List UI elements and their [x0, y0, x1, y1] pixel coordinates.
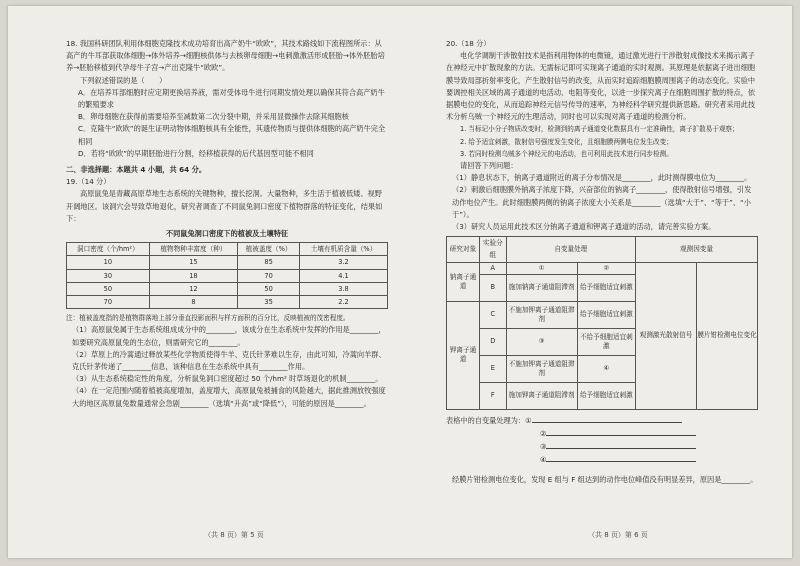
table-cell: ①	[506, 262, 577, 274]
q18-option-a: A．在培养耳部细胞时应定期更换培养液，需对受体母牛进行同期发情处理以确保其符合高产奶牛的繁殖要求	[78, 87, 385, 110]
answer-label: ③	[540, 442, 547, 452]
q18-option-c: C．克隆牛“欧欧”的诞生证明动物体细胞核具有全能性，其遗传物质与提供体细胞的高产奶牛完全相同	[78, 124, 386, 146]
q20-list-item: 1. 当标记小分子物质改变时，检测到的离子通道变化数据具有一定准确性，离子扩散易于观察；	[460, 125, 739, 134]
answer-blank[interactable]	[546, 440, 696, 449]
table-cell: 8	[149, 296, 237, 309]
q20-number: 20.（18 分）	[446, 39, 491, 48]
q19-number: 19.（14 分）	[66, 177, 111, 187]
table-cell: 50	[67, 282, 150, 295]
exam-sheet	[8, 6, 792, 558]
q19-intro: 高原鼠兔是青藏高原草地生态系统的关键物种，擅长挖洞。大量物种，多生活于植被低矮、视野开阔地区。该洞穴会导致草地退化，研究者调查了不同鼠兔洞口密度下植物群落的特征变化，结果如下：	[66, 189, 383, 223]
answer-line-1	[446, 414, 758, 427]
table-cell: 给予细胞适宜刺激	[577, 382, 635, 409]
answer-blank[interactable]	[546, 453, 696, 462]
table-cell: 70	[67, 296, 150, 309]
table-cell: 15	[149, 256, 237, 269]
table-cell: A	[479, 262, 506, 274]
table-row	[67, 296, 388, 309]
table-header: 土壤有机质含量（%）	[300, 243, 388, 256]
q20-ask: 请回答下列问题：	[460, 161, 518, 171]
table-header: 实验分组	[479, 237, 506, 262]
experiment-table	[446, 236, 758, 409]
table-cell: D	[479, 328, 506, 355]
table-header: 洞口密度（个/hm²）	[67, 243, 150, 256]
answer-line-2	[446, 427, 758, 440]
q19-table-title: 不同鼠兔洞口密度下的植被及土壤特征	[165, 229, 289, 239]
table-cell: 35	[238, 296, 300, 309]
table-cell: F	[479, 382, 506, 409]
table-cell: ④	[577, 355, 635, 382]
q19-subquestion-2: （2）草原上的冷蒿通过释放某些化学物质使得牛羊、克氏针茅难以生存，由此可知，冷蒿向羊群、克氏针茅传递了________信息，该种信息在生态系统中具有________作用。	[72, 349, 386, 372]
q19-subquestion-1: （1）高原鼠兔属于生态系统组成成分中的________，该成分在生态系统中发挥的作用是________，如要研究高原鼠兔的生态位，则需研究它的________。	[72, 325, 386, 347]
table-header-row	[67, 243, 388, 256]
table-cell: 不施加钾离子通道阻滞剂	[506, 355, 577, 382]
answer-label: ④	[540, 455, 547, 465]
q19-subquestion-4: （4）在一定范围内随着植被高度增加，盖度增大，高原鼠兔被捕食的风险越大，据此推测放牧强度大的地区高原鼠兔数量通常会急剧________（选填“升高”或“降低”），可能的原因是________。	[72, 386, 386, 408]
table-cell: 85	[238, 256, 300, 269]
table-cell: 膜片钳检测电位变化	[697, 262, 758, 409]
answer-label: 表格中的自变量处理为：①	[446, 415, 532, 425]
table-cell: 施加钠离子通道阻滞剂	[506, 274, 577, 301]
table-cell: C	[479, 301, 506, 328]
page-6-footer: （共 8 页）第 6 页	[588, 531, 648, 539]
table-cell: 70	[238, 269, 300, 282]
table-cell: 给予细胞适宜刺激	[577, 301, 635, 328]
q18-option-d: D．若将“欧欧”的早期胚胎进行分割，经移植获得的后代基因型可能不相同	[78, 148, 314, 158]
table-header: 观测因变量	[636, 237, 758, 262]
q19-subquestion-3: （3）从生态系统稳定性的角度，分析鼠兔洞口密度超过 50 个/hm² 时草场退化的机制________。	[72, 374, 383, 384]
table-cell: 不给予细胞适宜刺激	[577, 328, 635, 355]
answer-line-4	[446, 453, 758, 466]
table-header: 植物物种丰富度（种）	[149, 243, 237, 256]
table-cell: 50	[238, 282, 300, 295]
q20-list-item: 3. 若同时检测乌贼多个神经元的电活动，也可利用此技术进行同步检测。	[460, 149, 673, 158]
table-cell: 3.2	[300, 256, 388, 269]
table-row	[67, 256, 388, 269]
q20-subquestion-4: 经膜片钳检测电位变化，发现 E 组与 F 组达到的动作电位峰值没有明显差异，原因是________。	[452, 475, 758, 485]
table-header: 植被盖度（%）	[238, 243, 300, 256]
answer-line-3	[446, 440, 758, 453]
answer-blank[interactable]	[532, 414, 682, 423]
page-5-column	[66, 38, 388, 410]
table-cell: 钠离子通道	[447, 262, 480, 301]
table-row	[447, 262, 758, 274]
table-row	[67, 282, 388, 295]
q20-intro: 电化学调制干涉散射技术是指利用物体的电微镜，通过激光进行干涉散射成像技术来揭示离子在神经元中扩散现象的方法。无需标记即可实现离子通道的实时观测。其原理是依据离子进出细胞膜导致局部折射率变化，产生散射信号的改变，从而实时追踪细胞膜周围离子的动态变化。实验中要调控相关区域的离子通道的电活动、电阻等变化，以进一步探究离子在细胞周围扩散的特点，依据膜电位的变化，从而追踪神经元信号传导的速率，为神经科学研究提供新思路。研究者采用此技术分析乌贼一个神经元的生理活动，同时也可以实现对离子通道的检测分析。	[446, 51, 756, 122]
table-cell: 钾离子通道	[447, 301, 480, 409]
section-two-heading: 二、非选择题：本题共 4 小题，共 64 分。	[66, 165, 207, 175]
table-cell: 施加钾离子通道阻滞剂	[506, 382, 577, 409]
table-row	[67, 269, 388, 282]
answer-blank[interactable]	[546, 427, 696, 436]
table-cell: 4.1	[300, 269, 388, 282]
page-6-column	[446, 38, 758, 487]
table-cell: 10	[67, 256, 150, 269]
q18-ask: 下列叙述错误的是（ ）	[80, 75, 167, 85]
answer-label: ②	[540, 428, 547, 438]
table-cell: ②	[577, 262, 635, 274]
table-cell: 12	[149, 282, 237, 295]
table-cell: B	[479, 274, 506, 301]
q19-table-note: 注：植被盖度指的是植物群落地上部分垂直投影面积与样方面积的百分比，反映植被的茂密程度。	[66, 314, 350, 323]
table-cell: ③	[506, 328, 577, 355]
table-cell: 给予细胞适宜刺激	[577, 274, 635, 301]
table-cell: 18	[149, 269, 237, 282]
vegetation-table	[66, 242, 388, 309]
q18-stem: 18. 我国科研团队利用体细胞克隆技术成功培育出高产奶牛“欧欧”，其技术路线如下流程图所示：从高产的牛耳部获取体细胞→体外培养→细胞核供体与去核卵母细胞→电刺激激活形成胚胎→体外胚胎培养→胚胎移植到代孕母牛子宫→产出克隆牛“欧欧”。	[66, 39, 385, 73]
q20-list-item: 2. 给予适宜刺激，散射信号强度发生变化，且细胞膜两侧电位发生改变；	[460, 137, 673, 146]
table-header: 自变量处理	[506, 237, 635, 262]
page-5-footer: （共 8 页）第 5 页	[204, 531, 264, 539]
table-cell: 3.8	[300, 282, 388, 295]
table-cell: 不施加钾离子通道阻滞剂	[506, 301, 577, 328]
table-header-row	[447, 237, 758, 262]
table-cell: 观测激光散射信号	[636, 262, 697, 409]
q20-subquestion-3: （3）研究人员运用此技术区分钠离子通道和钾离子通道的活动，请完善实验方案。	[452, 222, 716, 232]
q18-option-b: B．卵母细胞在获得前需要培养至减数第二次分裂中期，并采用显微操作去除其细胞核	[78, 112, 349, 122]
table-header: 研究对象	[447, 237, 480, 262]
q20-subquestion-2: （2）刺激后细胞膜外钠离子浓度下降，兴奋部位的钠离子________，使得散射信号增强，引发动作电位产生。此时细胞膜两侧的钠离子浓度大小关系是________（选填“大于”、“等于”、“小于”）。	[452, 185, 752, 219]
table-cell: 2.2	[300, 296, 388, 309]
q20-subquestion-1: （1）静息状态下，钠离子通道附近的离子分布情况是________，此时测得膜电位为________。	[452, 173, 752, 183]
table-cell: E	[479, 355, 506, 382]
table-cell: 30	[67, 269, 150, 282]
